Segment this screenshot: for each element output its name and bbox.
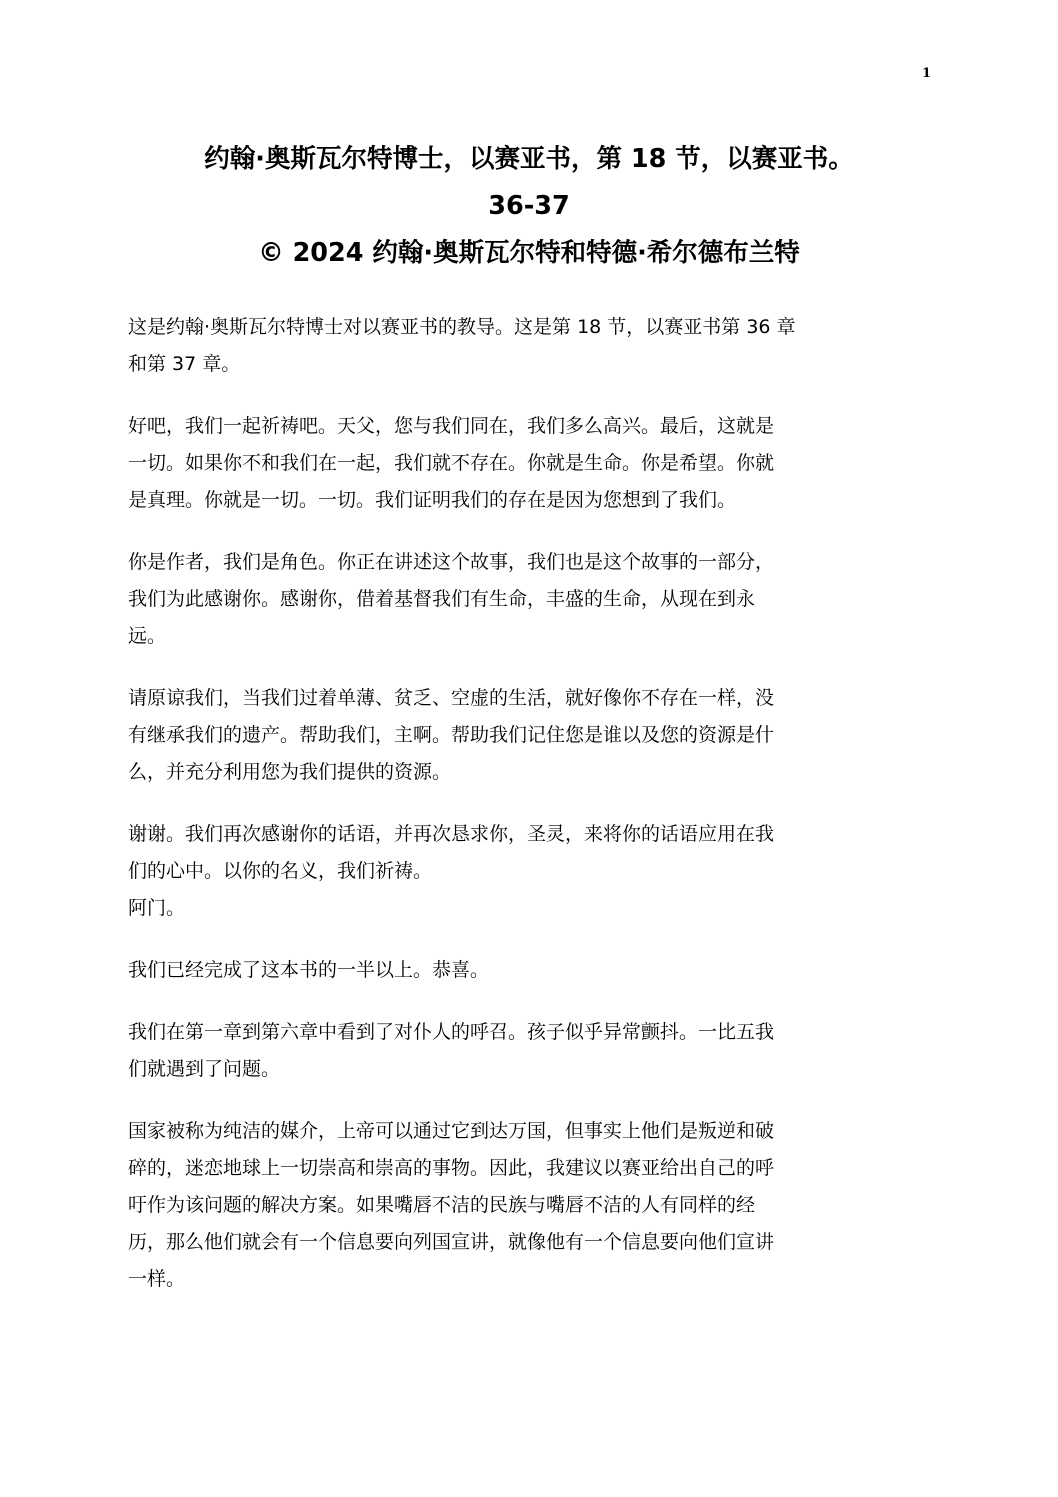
paragraph-line: 阿门。 [128, 897, 186, 919]
paragraph-line: 一样。 [128, 1268, 186, 1290]
document-title [110, 136, 948, 277]
paragraph [128, 952, 920, 989]
paragraph [128, 309, 920, 383]
paragraph-line: 这是约翰·奥斯瓦尔特博士对以赛亚书的教导。这是第 18 节，以赛亚书第 36 章 [128, 316, 796, 338]
paragraph-line: 我们为此感谢你。感谢你，借着基督我们有生命，丰盛的生命，从现在到永 [128, 588, 756, 610]
paragraph-line: 我们已经完成了这本书的一半以上。恭喜。 [128, 959, 490, 981]
paragraph [128, 408, 920, 519]
paragraph-line: 们就遇到了问题。 [128, 1058, 281, 1080]
paragraph-line: 和第 37 章。 [128, 353, 241, 375]
paragraph-line: 一切。如果你不和我们在一起，我们就不存在。你就是生命。你是希望。你就 [128, 452, 775, 474]
paragraph-line: 是真理。你就是一切。一切。我们证明我们的存在是因为您想到了我们。 [128, 489, 737, 511]
paragraph-line: 谢谢。我们再次感谢你的话语，并再次恳求你，圣灵，来将你的话语应用在我 [128, 823, 775, 845]
paragraph-line: 国家被称为纯洁的媒介，上帝可以通过它到达万国，但事实上他们是叛逆和破 [128, 1120, 775, 1142]
paragraph-line: 我们在第一章到第六章中看到了对仆人的呼召。孩子似乎异常颤抖。一比五我 [128, 1021, 775, 1043]
title-line-2: 36-37 [488, 191, 570, 221]
paragraph-line: 有继承我们的遗产。帮助我们，主啊。帮助我们记住您是谁以及您的资源是什 [128, 724, 775, 746]
paragraph-line: 好吧，我们一起祈祷吧。天父，您与我们同在，我们多么高兴。最后，这就是 [128, 415, 775, 437]
paragraph-line: 碎的，迷恋地球上一切崇高和崇高的事物。因此，我建议以赛亚给出自己的呼 [128, 1157, 775, 1179]
paragraph-line: 你是作者，我们是角色。你正在讲述这个故事，我们也是这个故事的一部分， [128, 551, 775, 573]
paragraph-line: 远。 [128, 625, 167, 647]
paragraph-line: 们的心中。以你的名义，我们祈祷。 [128, 860, 433, 882]
paragraph [128, 816, 920, 927]
page-number: 1 [921, 66, 931, 81]
paragraph-line: 历，那么他们就会有一个信息要向列国宣讲，就像他有一个信息要向他们宣讲 [128, 1231, 775, 1253]
paragraph-line: 么，并充分利用您为我们提供的资源。 [128, 761, 452, 783]
paragraph [128, 1113, 920, 1298]
paragraph-line: 吁作为该问题的解决方案。如果嘴唇不洁的民族与嘴唇不洁的人有同样的经 [128, 1194, 756, 1216]
document-body [128, 309, 920, 1323]
paragraph [128, 1014, 920, 1088]
paragraph [128, 680, 920, 791]
title-line-1: 约翰·奥斯瓦尔特博士，以赛亚书，第 18 节，以赛亚书。 [204, 144, 854, 174]
copyright-line: © 2024 约翰·奥斯瓦尔特和特德·希尔德布兰特 [258, 238, 800, 268]
paragraph-line: 请原谅我们，当我们过着单薄、贫乏、空虚的生活，就好像你不存在一样，没 [128, 687, 775, 709]
paragraph [128, 544, 920, 655]
